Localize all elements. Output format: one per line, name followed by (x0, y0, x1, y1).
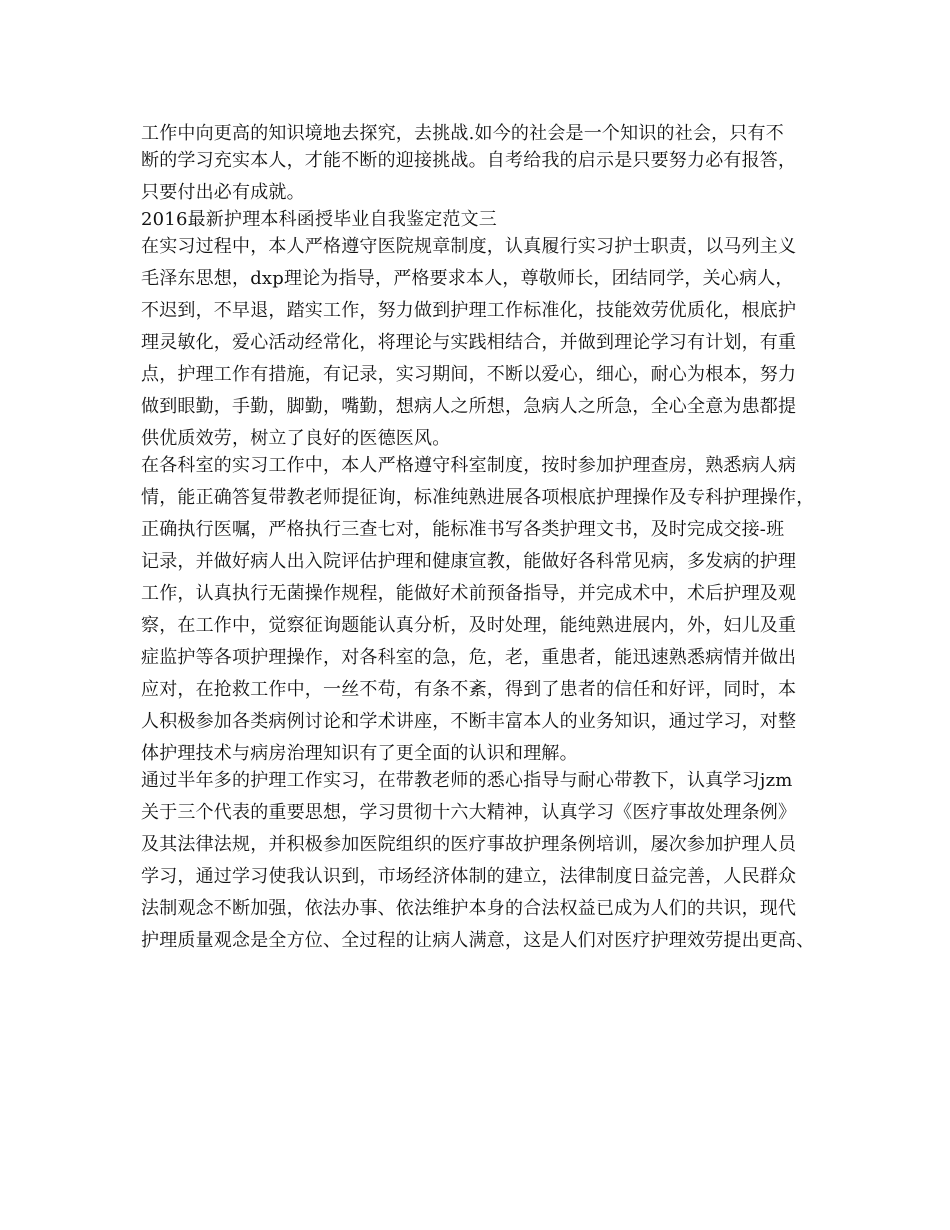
text-line: 不迟到，不早退，踏实工作，努力做到护理工作标准化，技能效劳优质化，根底护 (141, 300, 797, 321)
text-line: 情，能正确答复带教老师提征询，标准纯熟进展各项根底护理操作及专科护理操作， (141, 487, 815, 508)
text-line: 毛泽东思想，dxp理论为指导，严格要求本人，尊敬师长，团结同学，关心病人， (141, 268, 794, 289)
text-line: 症监护等各项护理操作，对各科室的急，危，老，重患者，能迅速熟悉病情并做出 (141, 647, 797, 668)
section-heading: 2016最新护理本科函授毕业自我鉴定范文三 (141, 209, 498, 230)
text-line: 法制观念不断加强，依法办事、依法维护本身的合法权益已成为人们的共识，现代 (141, 898, 797, 919)
text-line: 体护理技术与病房治理知识有了更全面的认识和理解。 (141, 743, 578, 764)
text-line: 及其法律法规，并积极参加医院组织的医疗事故护理条例培训，屡次参加护理人员 (141, 834, 797, 855)
text-line: 察，在工作中，觉察征询题能认真分析，及时处理，能纯熟进展内，外，妇儿及重 (141, 615, 797, 636)
text-line: 供优质效劳，树立了良好的医德医风。 (141, 428, 451, 449)
text-line: 护理质量观念是全方位、全过程的让病人满意，这是人们对医疗护理效劳提出更高、 (141, 930, 815, 951)
text-line: 在各科室的实习工作中，本人严格遵守科室制度，按时参加护理查房，熟悉病人病 (141, 455, 797, 476)
text-line: 学习，通过学习使我认识到，市场经济体制的建立，法律制度日益完善，人民群众 (141, 866, 797, 887)
text-line: 正确执行医嘱，严格执行三查七对，能标准书写各类护理文书，及时完成交接-班 (141, 519, 785, 540)
text-line: 只要付出必有成就。 (141, 182, 305, 203)
text-line: 工作，认真执行无菌操作规程，能做好术前预备指导，并完成术中，术后护理及观 (141, 583, 797, 604)
text-line: 做到眼勤，手勤，脚勤，嘴勤，想病人之所想，急病人之所急，全心全意为患都提 (141, 396, 797, 417)
text-line: 断的学习充实本人，才能不断的迎接挑战。自考给我的启示是只要努力必有报答， (141, 150, 797, 171)
document-body (141, 120, 821, 954)
text-line: 在实习过程中，本人严格遵守医院规章制度，认真履行实习护士职责，以马列主义 (141, 236, 797, 257)
text-line: 关于三个代表的重要思想，学习贯彻十六大精神，认真学习《医疗事故处理条例》 (141, 802, 797, 823)
text-line: 人积极参加各类病例讨论和学术讲座，不断丰富本人的业务知识，通过学习，对整 (141, 711, 797, 732)
text-line: 记录，并做好病人出入院评估护理和健康宣教，能做好各科常见病，多发病的护理 (141, 551, 797, 572)
text-line: 应对，在抢救工作中，一丝不苟，有条不紊，得到了患者的信任和好评，同时，本 (141, 679, 797, 700)
text-line: 通过半年多的护理工作实习，在带教老师的悉心指导与耐心带教下，认真学习jzm (141, 770, 793, 791)
text-line: 理灵敏化，爱心活动经常化，将理论与实践相结合，并做到理论学习有计划，有重 (141, 332, 797, 353)
text-line: 工作中向更高的知识境地去探究，去挑战.如今的社会是一个知识的社会，只有不 (141, 123, 784, 144)
text-line: 点，护理工作有措施，有记录，实习期间，不断以爱心，细心，耐心为根本，努力 (141, 364, 797, 385)
